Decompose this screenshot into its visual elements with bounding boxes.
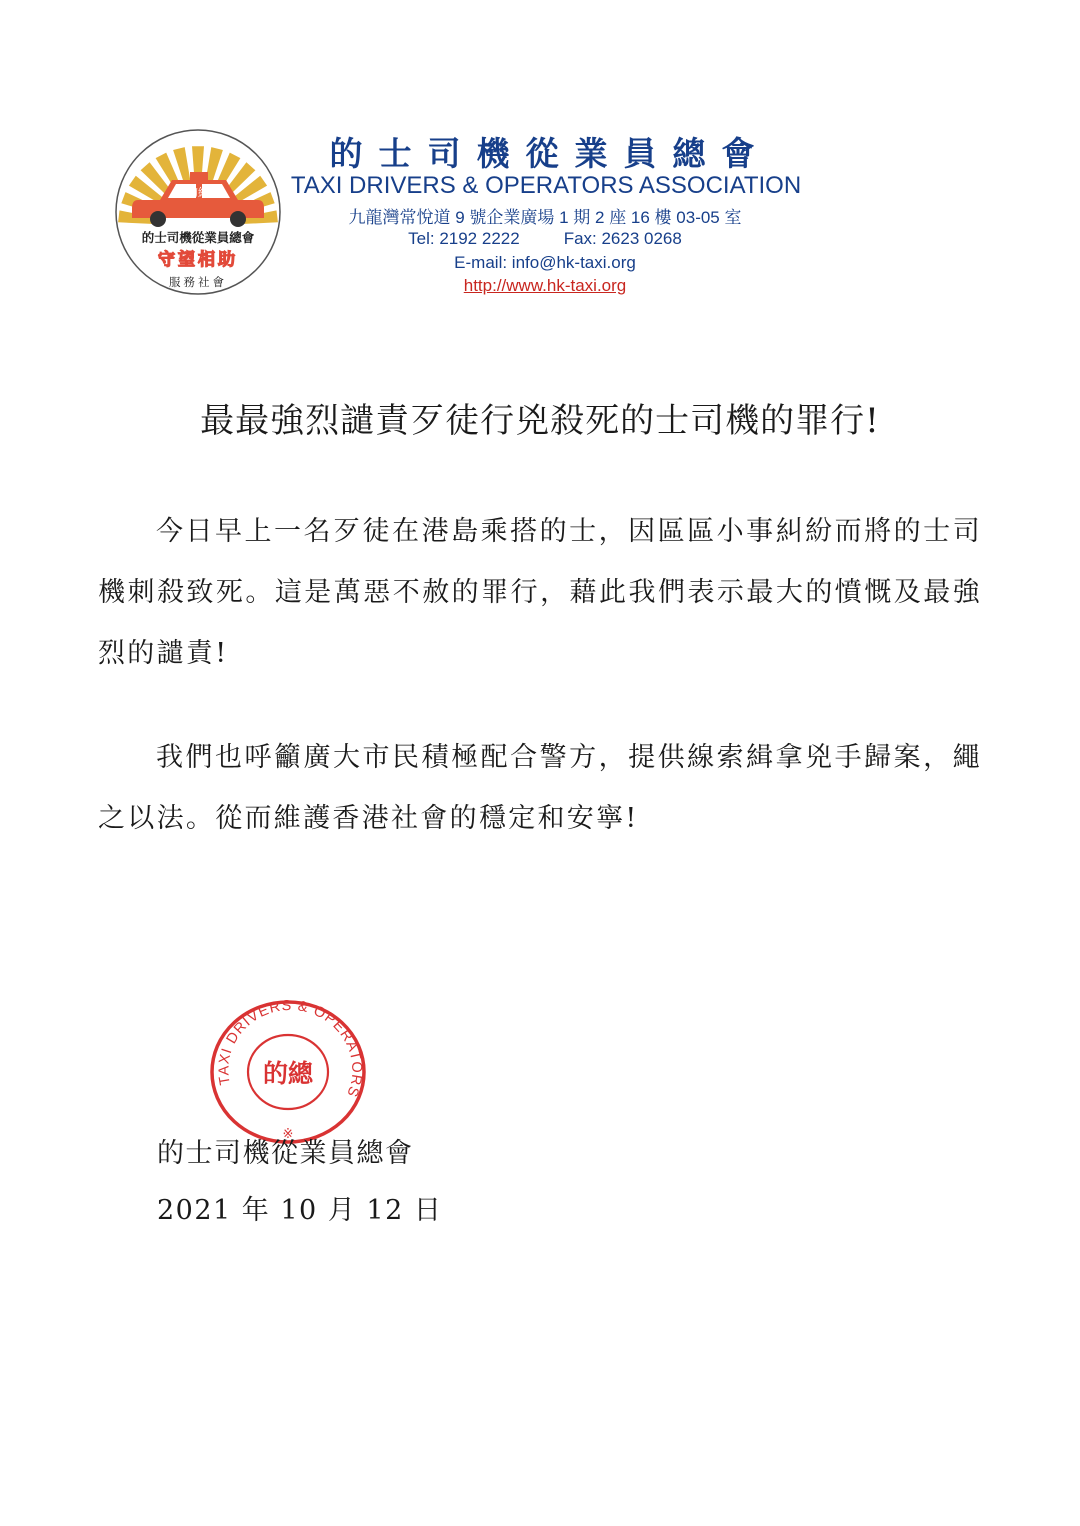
association-seal-stamp	[206, 994, 370, 1144]
org-name-chinese: 的士司機從業員總會	[329, 134, 771, 173]
logo-ring-text: 的士司機從業員總會	[141, 230, 255, 245]
logo-bottom-text: 服務社會	[169, 275, 227, 289]
org-website-link[interactable]: http://www.hk-taxi.org	[463, 276, 627, 295]
org-name-english: TAXI DRIVERS & OPERATORS ASSOCIATION	[290, 172, 802, 199]
association-logo	[110, 128, 286, 296]
logo-car-text: 的總	[187, 186, 209, 199]
signature-date: 2021 年 10 月 12 日	[157, 1195, 443, 1226]
org-email: E-mail: info@hk-taxi.org	[454, 253, 636, 272]
signature-organization: 的士司機從業員總會	[157, 1138, 414, 1169]
seal-ring-text: TAXI DRIVERS & OPERATORS	[216, 997, 365, 1100]
statement-paragraph-1: 今日早上一名歹徒在港島乘搭的士，因區區小事糾紛而將的士司機刺殺致死。這是萬惡不赦的罪行，藉此我們表示最大的憤慨及最強烈的譴責!	[98, 516, 982, 669]
org-tel: Tel: 2192 2222	[408, 229, 520, 248]
org-fax: Fax: 2623 0268	[563, 229, 682, 248]
org-contact-line	[300, 229, 790, 249]
seal-star-icon: ※	[282, 1127, 294, 1142]
statement-headline: 最最強烈譴責歹徒行兇殺死的士司機的罪行!	[200, 401, 880, 441]
statement-paragraph-2: 我們也呼籲廣大市民積極配合警方，提供線索緝拿兇手歸案，繩之以法。從而維護香港社會的穩定和安寧!	[98, 742, 982, 834]
seal-center-text: 的總	[262, 1059, 314, 1088]
logo-banner-text: 守望相助	[158, 250, 238, 270]
org-address: 九龍灣常悅道 9 號企業廣場 1 期 2 座 16 樓 03-05 室	[348, 208, 742, 227]
org-website	[300, 276, 790, 296]
